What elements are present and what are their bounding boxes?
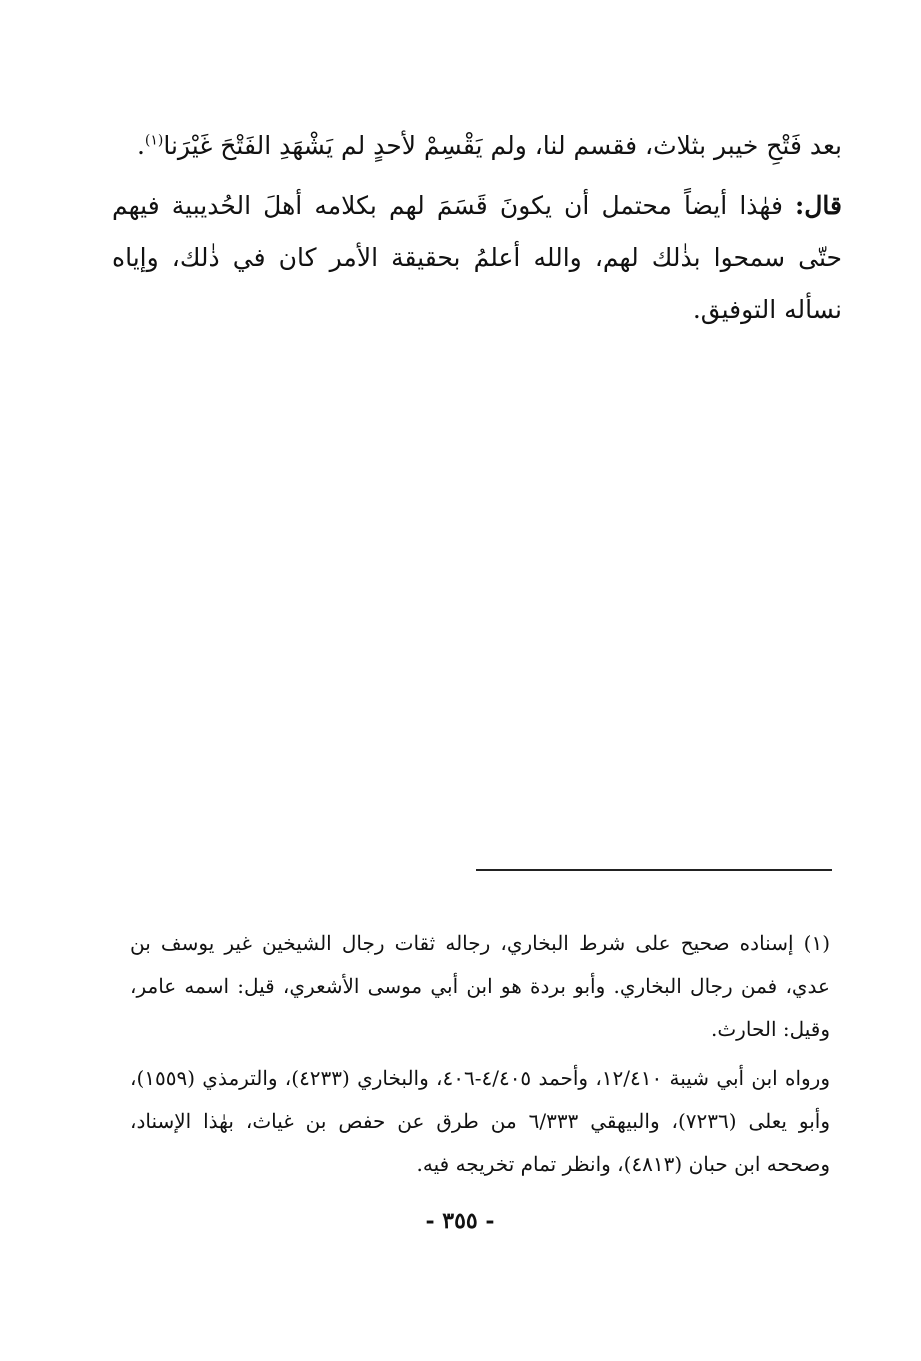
footnote-2: ورواه ابن أبي شيبة ١٢/٤١٠، وأحمد ٤/٤٠٥-٤٠٦، والبخاري (٤٢٣٣)، والترمذي (١٥٥٩)، وأبو يعلى (٧٢٣٦)، والبيهقي ٦/٣٣٣ من طرق عن حفص بن غياث، بهٰذا الإسناد، وصححه ابن حبان (٤٨١٣)، وانظر تمام تخريجه فيه.: [130, 1066, 831, 1176]
main-text-block: [112, 120, 842, 344]
paragraph-1-end: .: [136, 131, 145, 160]
page-number: - ٣٥٥ -: [425, 1208, 495, 1234]
paragraph-2-label: قال:: [795, 191, 842, 220]
footnote-separator: [476, 869, 832, 871]
paragraph-2: [112, 180, 842, 336]
footnote-reference: (١): [144, 132, 164, 149]
footnote-1: (١) إسناده صحيح على شرط البخاري، رجاله ثقات رجال الشيخين غير يوسف بن عدي، فمن رجال البخاري. وأبو بردة هو ابن أبي موسى الأشعري، قيل: اسمه عامر، وقيل: الحارث.: [130, 931, 830, 1041]
paragraph-1: [112, 120, 842, 172]
paragraph-2-text: فهٰذا أيضاً محتمل أن يكونَ قَسَمَ لهم بكلامه أهلَ الحُديبية فيهم حتّى سمحوا بذٰلك لهم، والله أعلمُ بحقيقة الأمر كان في ذٰلك، وإياه نسأله التوفيق.: [112, 191, 842, 324]
paragraph-1-text: بعد فَتْحِ خيبر بثلاث، فقسم لنا، ولم يَقْسِمْ لأحدٍ لم يَشْهَدِ الفَتْحَ غَيْرَنا: [163, 131, 842, 160]
footnotes-block: [130, 922, 830, 1192]
